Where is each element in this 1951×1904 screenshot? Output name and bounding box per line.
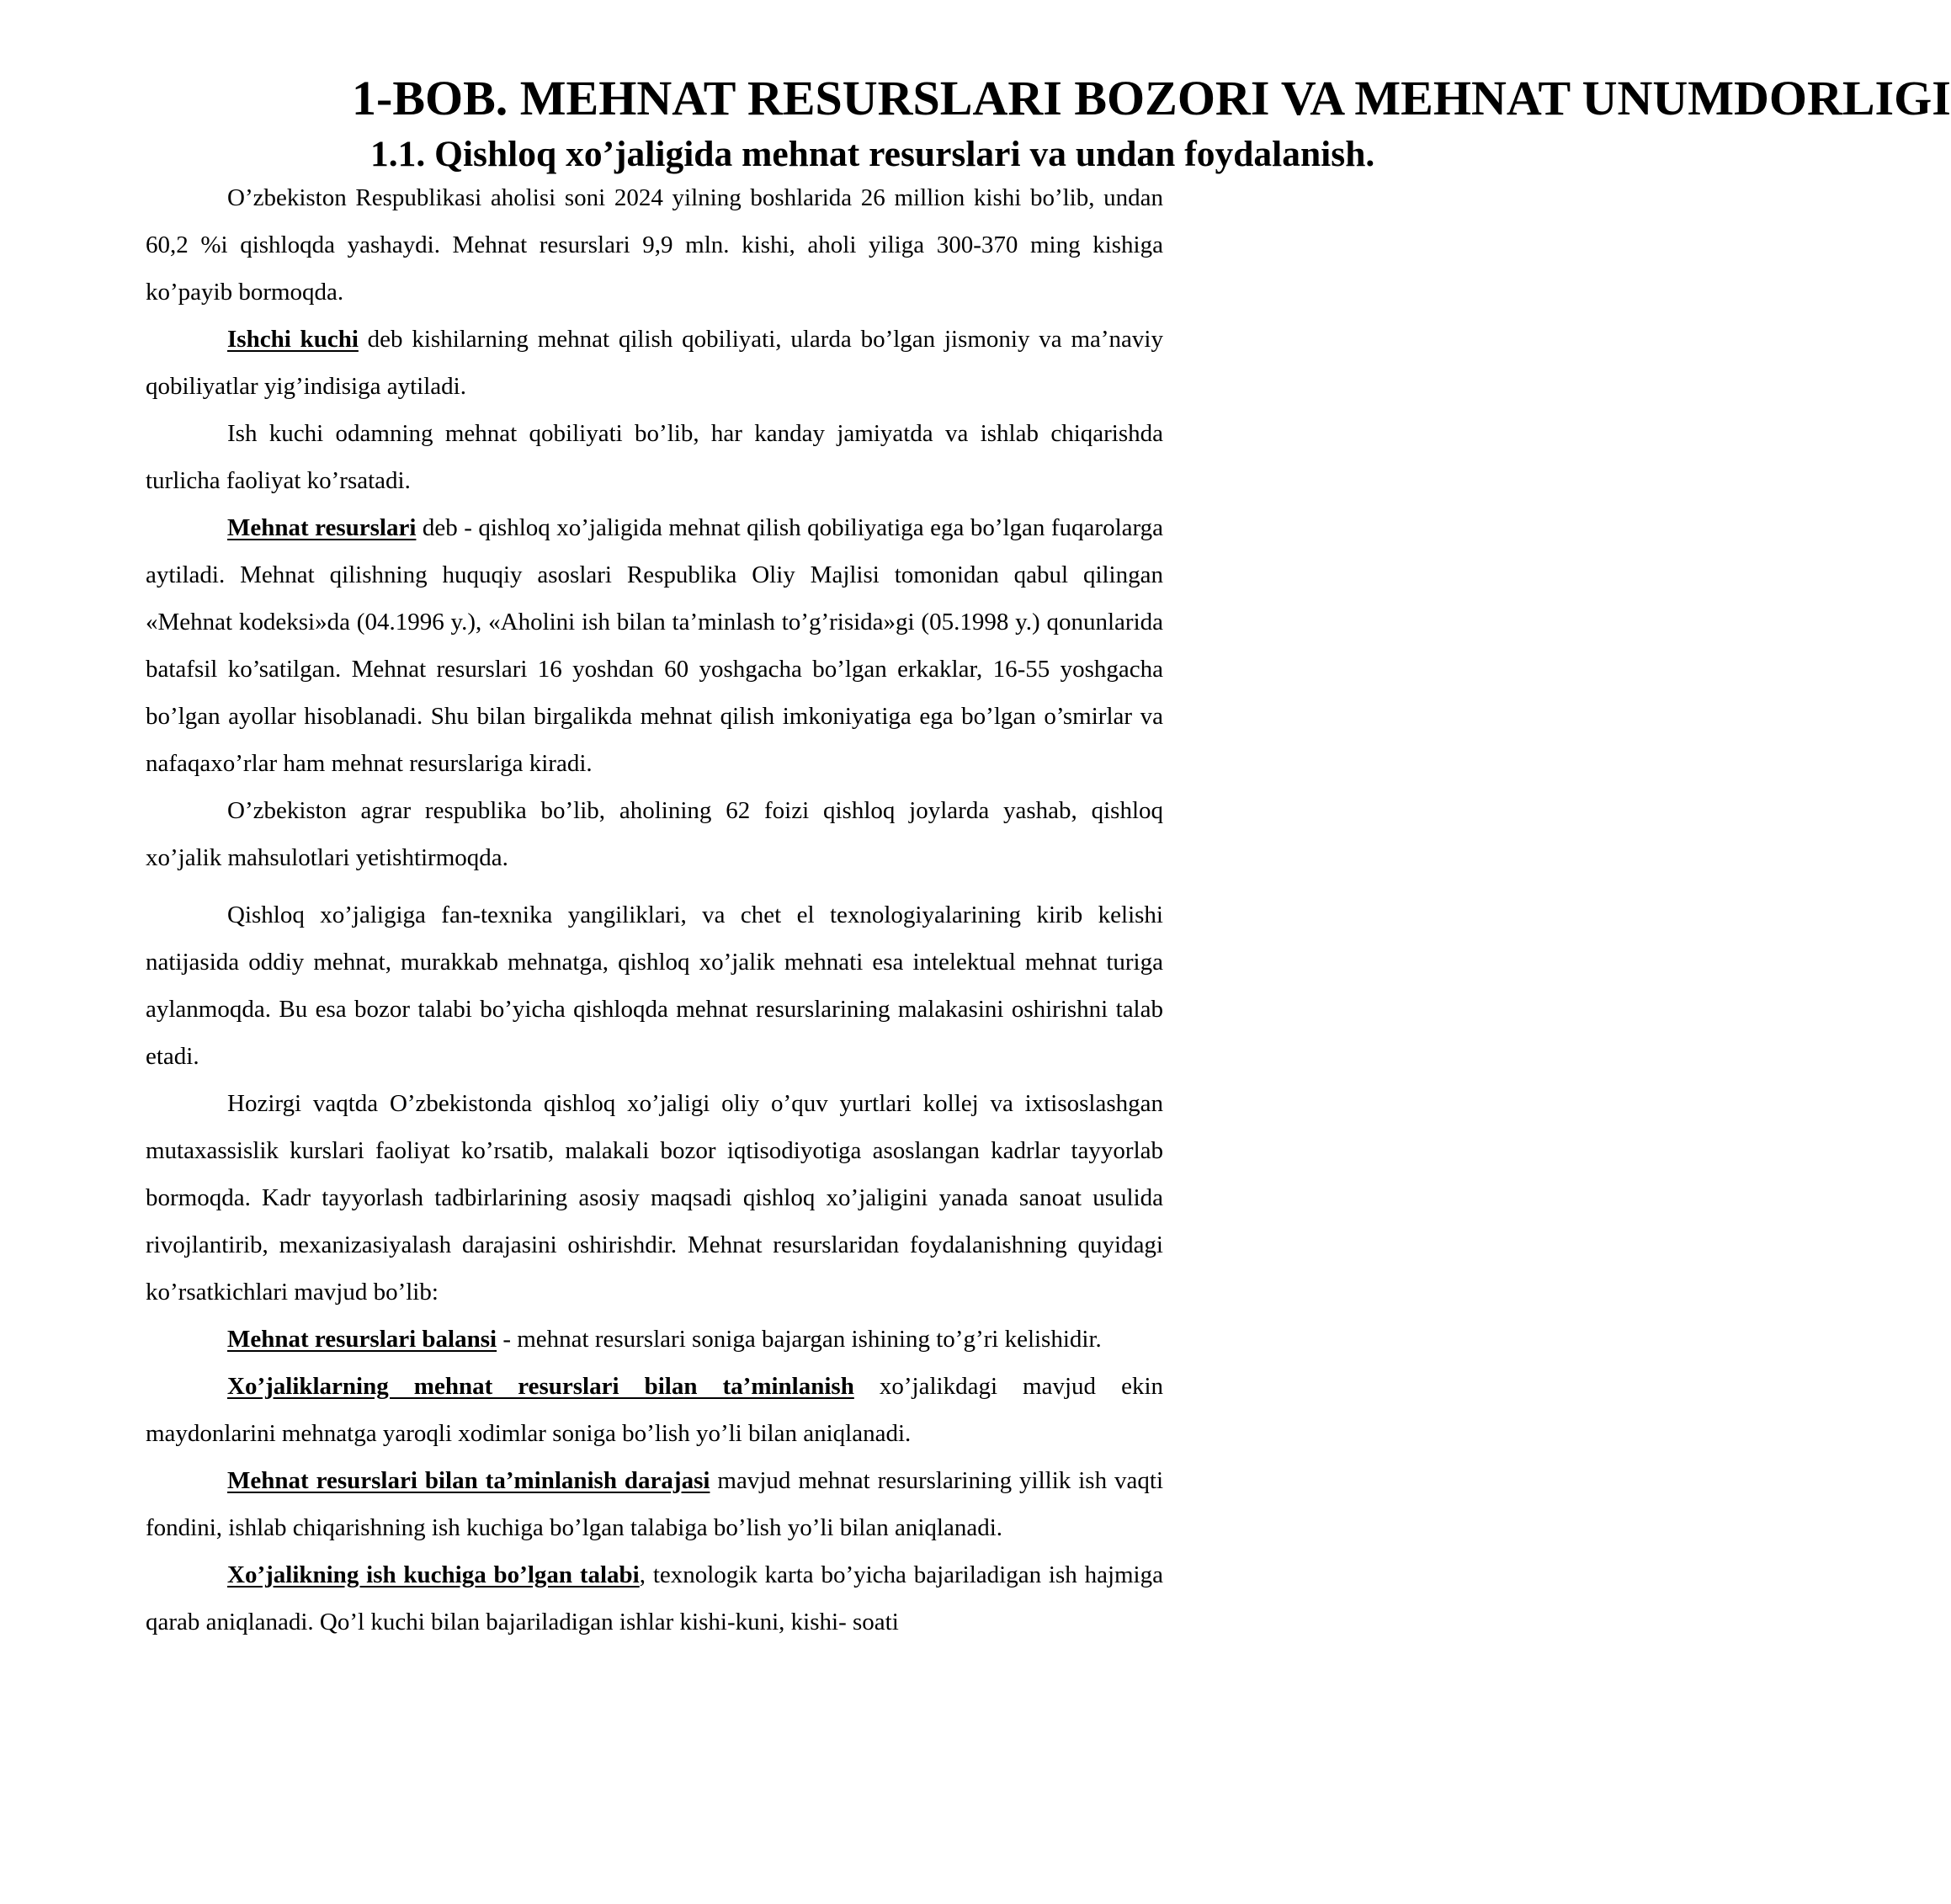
paragraph-mehnat-resurslari <box>146 504 1163 787</box>
paragraph-population <box>146 174 1163 316</box>
paragraph-text: xo’jalikdagi mavjud ekin maydonlarini mehnatga yaroqli xodimlar soniga bo’lish yo’li bilan aniqlanadi. <box>146 1373 1163 1447</box>
paragraph-text: mavjud mehnat resurslarining yillik ish vaqti fondini, ishlab chiqarishning ish kuchiga bo’lgan talabiga bo’lish yo’li bilan aniqlanadi. <box>146 1467 1164 1541</box>
paragraph-text: O’zbekiston Respublikasi aholisi soni 2024 yilning boshlarida 26 million kishi bo’lib, undan 60,2 %i qishloqda yashaydi. Mehnat resurslari 9,9 mln. kishi, aholi yiliga 300-370 ming kishiga ko’payib bormoqda. <box>146 184 1163 306</box>
paragraph-balans <box>146 1316 1163 1363</box>
paragraph-taminlanish-darajasi <box>146 1457 1163 1551</box>
term-mehnat-resurslari-balansi: Mehnat resurslari balansi <box>227 1326 497 1353</box>
paragraph-text: Qishloq xo’jaligiga fan-texnika yangiliklari, va chet el texnologiyalarining kirib kelishi natijasida oddiy mehnat, murakkab mehnatga, qishloq xo’jalik mehnati esa intelektual mehnat turiga aylanmoqda. Bu esa bozor talabi bo’yicha qishloqda mehnat resurslarining malakasini oshirishni talab etadi. <box>146 901 1163 1070</box>
paragraph-text: deb kishilarning mehnat qilish qobiliyati, ularda bo’lgan jismoniy va ma’naviy qobiliyatlar yig’indisiga aytiladi. <box>146 326 1163 400</box>
term-ish-kuchiga-talab: Xo’jalikning ish kuchiga bo’lgan talabi <box>227 1561 640 1588</box>
paragraph-text: Hozirgi vaqtda O’zbekistonda qishloq xo’jaligi oliy o’quv yurtlari kollej va ixtisoslashgan mutaxassislik kurslari faoliyat ko’rsatib, malakali bozor iqtisodiyotiga asoslangan kadrlar tayyorlab bormoqda. Kadr tayyorlash tadbirlarining asosiy maqsadi qishloq xo’jaligini yanada sanoat usulida rivojlantirib, mexanizasiyalash darajasini oshirishdir. Mehnat resurslaridan foydalanishning quyidagi ko’rsatkichlari mavjud bo’lib: <box>146 1090 1163 1306</box>
paragraph-agrar-respublika <box>146 787 1163 881</box>
paragraph-ishchi-kuchi <box>146 316 1163 410</box>
paragraph-taminlanish <box>146 1363 1163 1457</box>
paragraph-ish-kuchi <box>146 410 1163 504</box>
paragraph-text: O’zbekiston agrar respublika bo’lib, aholining 62 foizi qishloq joylarda yashab, qishloq xo’jalik mahsulotlari yetishtirmoqda. <box>146 797 1163 871</box>
term-taminlanish: Xo’jaliklarning mehnat resurslari bilan ta’minlanish <box>227 1373 854 1400</box>
paragraph-ish-kuchiga-talab <box>146 1551 1163 1646</box>
paragraph-text: , texnologik karta bo’yicha bajariladigan ish hajmiga qarab aniqlanadi. Qo’l kuchi bilan bajariladigan ishlar kishi-kuni, kishi- soati <box>146 1561 1163 1635</box>
paragraph-text: Ish kuchi odamning mehnat qobiliyati bo’lib, har kanday jamiyatda va ishlab chiqarishda turlicha faoliyat ko’rsatadi. <box>146 420 1163 494</box>
paragraph-kadr-tayyorlash <box>146 1080 1163 1316</box>
paragraph-text: deb - qishloq xo’jaligida mehnat qilish qobiliyatiga ega bo’lgan fuqarolarga aytiladi. Mehnat qilishning huquqiy asoslari Respublika Oliy Majlisi tomonidan qabul qilingan «Mehnat kodeksi»da (04.1996 y.), «Aholini ish bilan ta’minlash to’g’risida»gi (05.1998 y.) qonunlarida batafsil ko’satilgan. Mehnat resurslari 16 yoshdan 60 yoshgacha bo’lgan erkaklar, 16-55 yoshgacha bo’lgan ayollar hisoblanadi. Shu bilan birgalikda mehnat qilish imkoniyatiga ega bo’lgan o’smirlar va nafaqaxo’rlar ham mehnat resurslariga kiradi. <box>146 514 1164 777</box>
paragraph-fan-texnika <box>146 891 1163 1080</box>
term-taminlanish-darajasi: Mehnat resurslari bilan ta’minlanish darajasi <box>227 1467 710 1494</box>
term-ishchi-kuchi: Ishchi kuchi <box>227 326 359 353</box>
chapter-title: 1-BOB. MEHNAT RESURSLARI BOZORI VA MEHNAT UNUMDORLIGI <box>352 71 1951 125</box>
term-mehnat-resurslari: Mehnat resurslari <box>227 514 417 541</box>
section-title: 1.1. Qishloq xo’jaligida mehnat resurslari va undan foydalanish. <box>370 134 1375 174</box>
document-body <box>146 71 1951 1646</box>
paragraph-text: - mehnat resurslari soniga bajargan ishining to’g’ri kelishidir. <box>497 1326 1102 1353</box>
